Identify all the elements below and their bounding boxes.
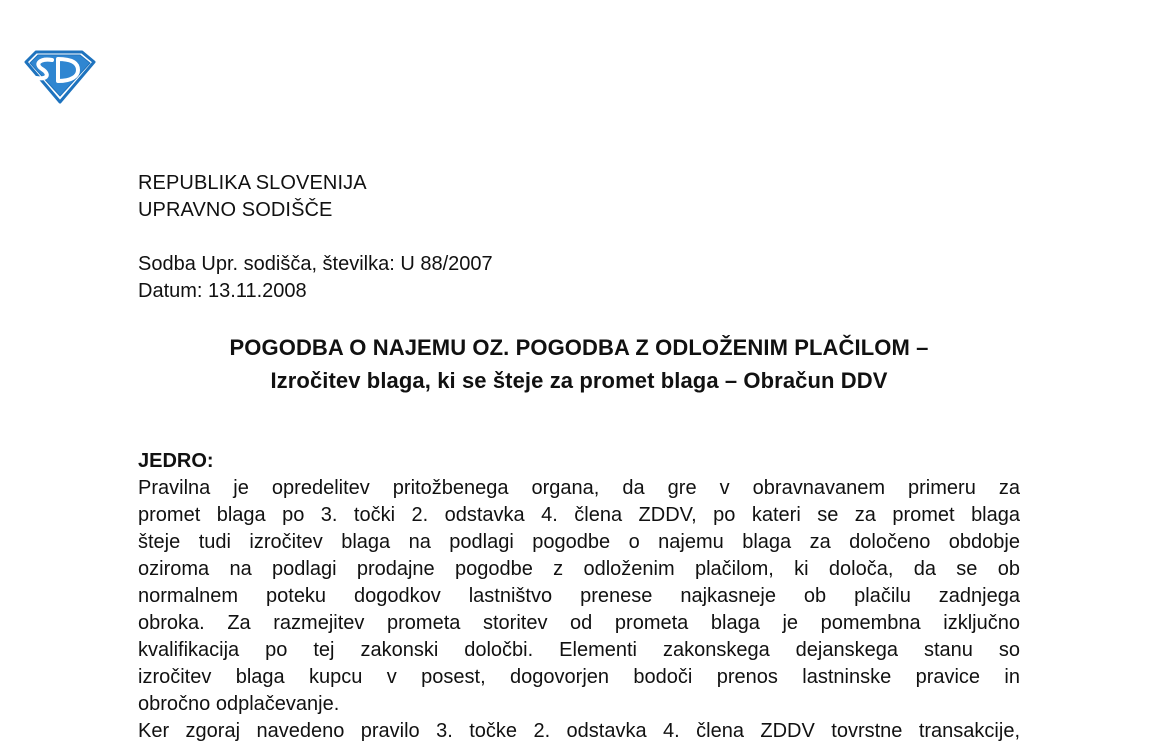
summary-line: promet blaga po 3. točki 2. odstavka 4. člena ZDDV, po kateri se za promet blaga: [138, 504, 1020, 526]
document-title: [138, 331, 1020, 397]
summary-heading: JEDRO:: [138, 450, 214, 472]
court-header: [138, 170, 367, 224]
summary-line: Pravilna je opredelitev pritožbenega organa, da gre v obravnavanem primeru za: [138, 477, 1020, 499]
summary-body: [138, 475, 1020, 743]
summary-line: oziroma na podlagi prodajne pogodbe z odloženim plačilom, ki določa, da se ob: [138, 558, 1020, 580]
case-meta: [138, 251, 493, 305]
summary-line: kvalifikacija po tej zakonski določbi. Elementi zakonskega dejanskega stanu so: [138, 639, 1020, 661]
summary-line: Ker zgoraj navedeno pravilo 3. točke 2. odstavka 4. člena ZDDV tovrstne transakcije,: [138, 720, 1020, 742]
case-date: Datum: 13.11.2008: [138, 280, 307, 302]
summary-line: izročitev blaga kupcu v posest, dogovorjen bodoči prenos lastninske pravice in: [138, 666, 1020, 688]
summary-line: obročno odplačevanje.: [138, 693, 340, 715]
case-number: Sodba Upr. sodišča, številka: U 88/2007: [138, 253, 493, 275]
summary-line: obroka. Za razmejitev prometa storitev od prometa blaga je pomembna izključno: [138, 612, 1020, 634]
summary-line: normalnem poteku dogodkov lastništvo prenese najkasneje ob plačilu zadnjega: [138, 585, 1020, 607]
summary-line: šteje tudi izročitev blaga na podlagi pogodbe o najemu blaga za določeno obdobje: [138, 531, 1020, 553]
sd-diamond-logo-icon: [22, 50, 96, 104]
title-line-1: POGODBA O NAJEMU OZ. POGODBA Z ODLOŽENIM PLAČILOM –: [229, 335, 929, 360]
republic-name: REPUBLIKA SLOVENIJA: [138, 172, 367, 194]
title-line-2: Izročitev blaga, ki se šteje za promet blaga – Obračun DDV: [270, 368, 888, 393]
court-name: UPRAVNO SODIŠČE: [138, 199, 333, 221]
